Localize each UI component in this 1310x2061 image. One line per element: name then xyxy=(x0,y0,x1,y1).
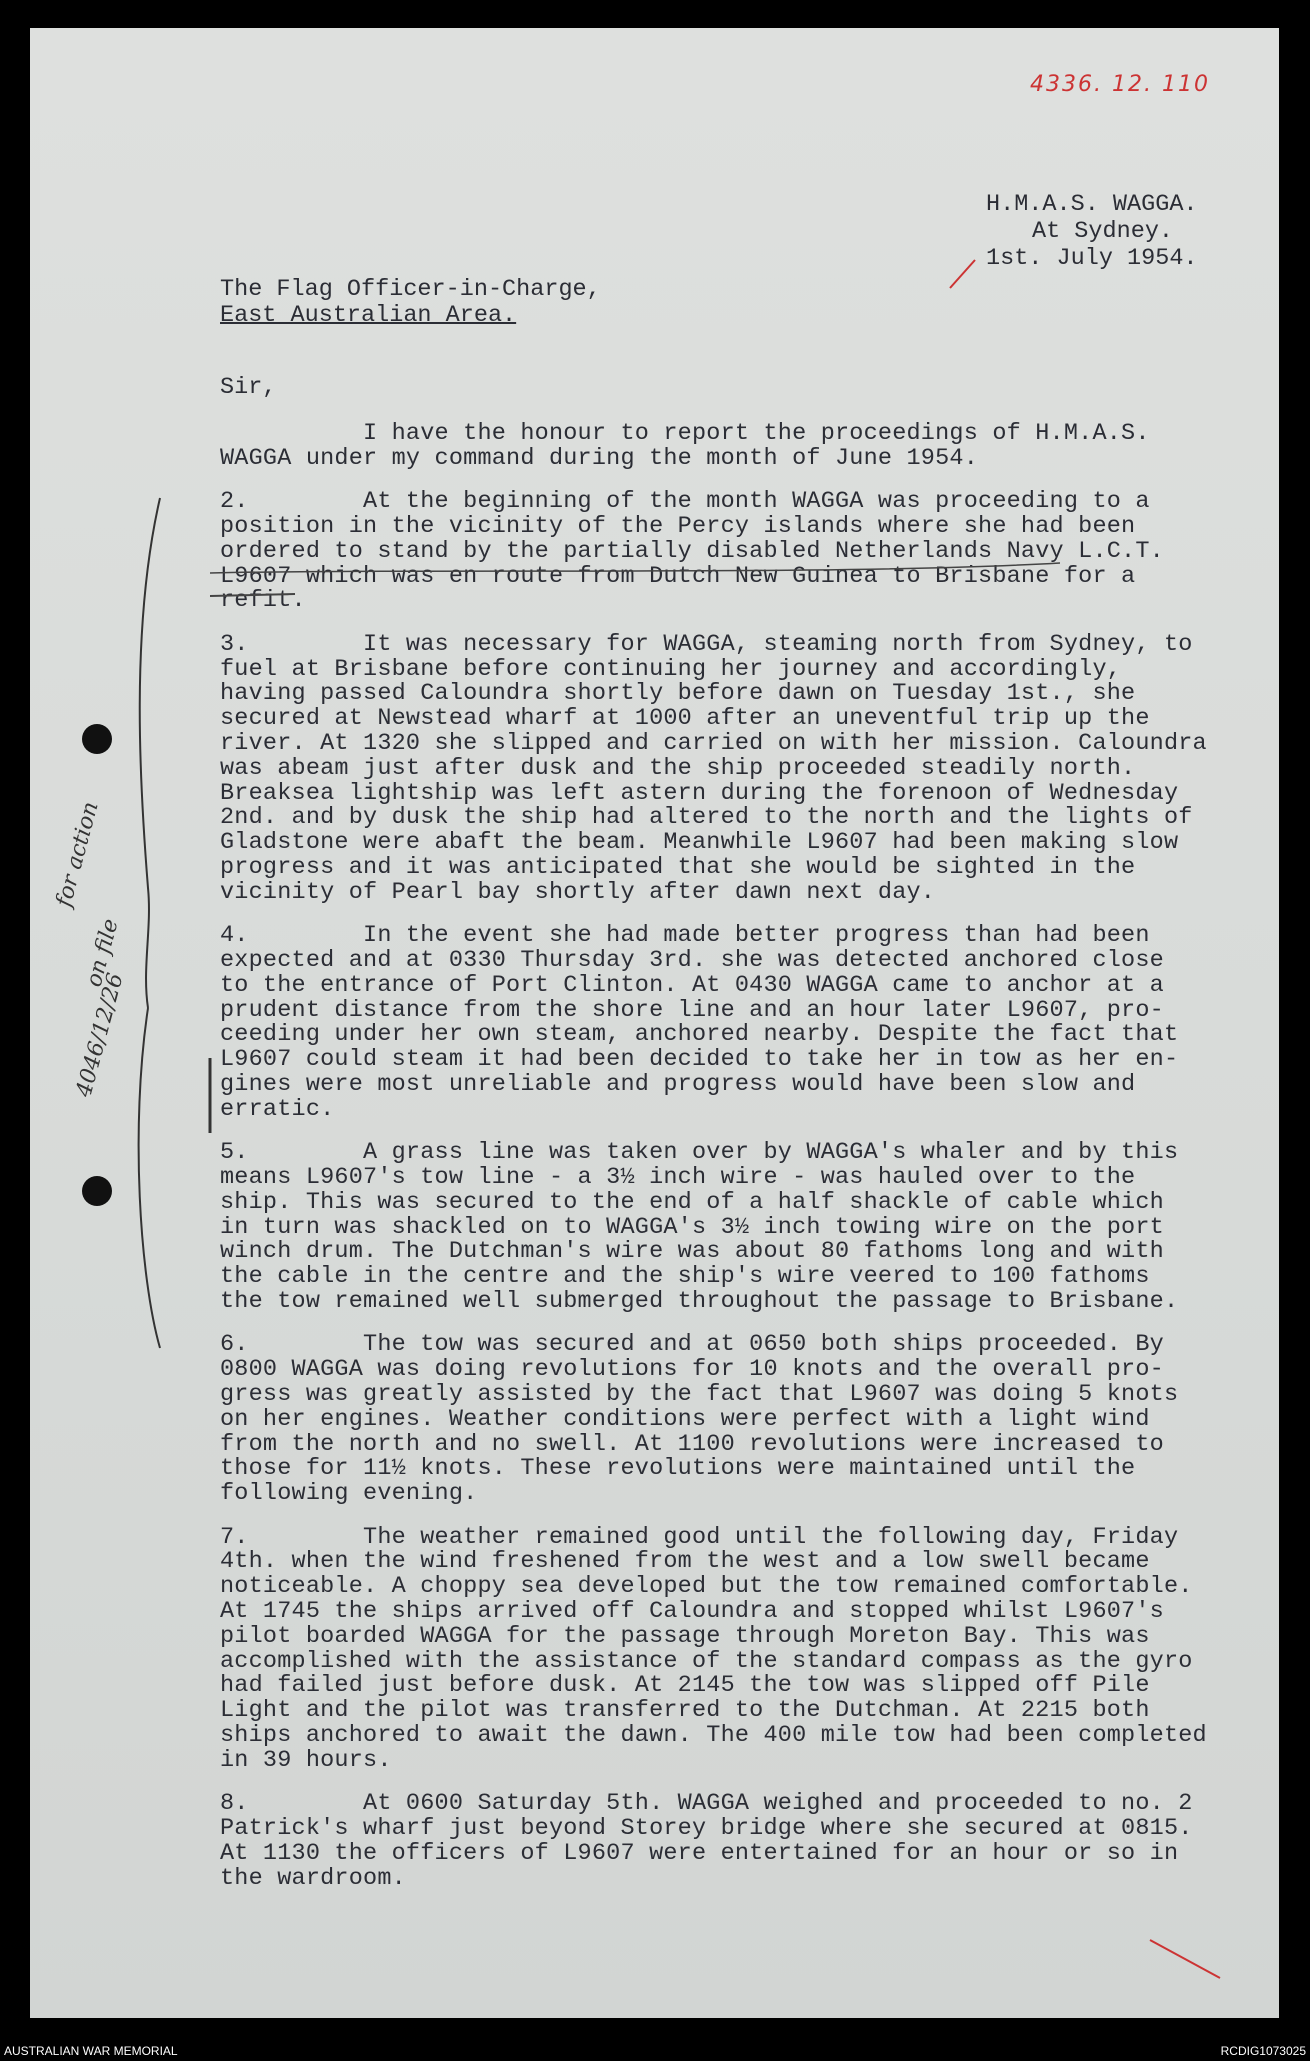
body-line: winch drum. The Dutchman's wire was about 80 fathoms long and with xyxy=(220,1238,1164,1266)
addressee-line-2: East Australian Area. xyxy=(220,302,517,329)
reference-number: 4336. 12. 110 xyxy=(1030,72,1210,97)
body-line: 5. A grass line was taken over by WAGGA's whaler and by this xyxy=(220,1139,1179,1167)
body-line: position in the vicinity of the Percy islands where she had been xyxy=(220,513,1136,540)
body-line: ships anchored to await the dawn. The 400 mile tow had been completed xyxy=(220,1722,1207,1749)
ship-name: H.M.A.S. WAGGA. xyxy=(986,191,1198,218)
body-line: Gladstone were abaft the beam. Meanwhile L9607 had been making slow xyxy=(220,829,1179,857)
body-line: the tow remained well submerged throughout the passage to Brisbane. xyxy=(220,1288,1179,1315)
body-line: Patrick's wharf just beyond Storey bridge where she secured at 0815. xyxy=(220,1815,1193,1842)
addressee-line-1: The Flag Officer-in-Charge, xyxy=(220,276,601,303)
body-line: gress was greatly assisted by the fact that L9607 was doing 5 knots xyxy=(220,1381,1179,1408)
body-line: was abeam just after dusk and the ship proceeded steadily north. xyxy=(220,754,1136,782)
body-line: river. At 1320 she slipped and carried on with her mission. Caloundra xyxy=(220,730,1207,757)
body-line: to the entrance of Port Clinton. At 0430 WAGGA came to anchor at a xyxy=(220,971,1164,999)
body-line: 2nd. and by dusk the ship had altered to the north and the lights of xyxy=(220,804,1193,832)
body-line: 0800 WAGGA was doing revolutions for 10 knots and the overall pro- xyxy=(220,1356,1164,1384)
body-line: At 1130 the officers of L9607 were entertained for an hour or so in xyxy=(220,1839,1179,1867)
body-line: 8. At 0600 Saturday 5th. WAGGA weighed and proceeded to no. 2 xyxy=(220,1790,1193,1818)
body-line: 7. The weather remained good until the following day, Friday xyxy=(220,1523,1179,1551)
svg-text:for action: for action xyxy=(51,799,104,910)
body-line: ship. This was secured to the end of a half shackle of cable which xyxy=(220,1188,1164,1216)
body-line: in 39 hours. xyxy=(220,1746,392,1774)
body-line: noticeable. A choppy sea developed but the tow remained comfortable. xyxy=(220,1573,1193,1601)
body-line: 4th. when the wind freshened from the west and a low swell became xyxy=(220,1548,1150,1576)
body-line: in turn was shackled on to WAGGA's 3½ inch towing wire on the port xyxy=(220,1213,1164,1241)
body-line: on her engines. Weather conditions were perfect with a light wind xyxy=(220,1405,1150,1433)
footer-left: AUSTRALIAN WAR MEMORIAL xyxy=(4,2044,178,2058)
body-line: pilot boarded WAGGA for the passage through Moreton Bay. This was xyxy=(220,1622,1150,1650)
footer-right: RCDIG1073025 xyxy=(1220,2044,1306,2058)
body-line: fuel at Brisbane before continuing her journey and accordingly, xyxy=(220,655,1122,683)
body-line: expected and at 0330 Thursday 3rd. she was detected anchored close xyxy=(220,947,1164,974)
body-line: following evening. xyxy=(220,1480,478,1508)
body-line: secured at Newstead wharf at 1000 after an uneventful trip up the xyxy=(220,705,1150,733)
body-line: prudent distance from the shore line and an hour later L9607, pro- xyxy=(220,996,1164,1024)
body-line: 4. In the event she had made better progress than had been xyxy=(220,922,1150,950)
body-line: the cable in the centre and the ship's wire veered to 100 fathoms xyxy=(220,1263,1150,1291)
body-line: refit. xyxy=(220,587,306,615)
body-line: WAGGA under my command during the month of June 1954. xyxy=(220,444,979,472)
body-line: 2. At the beginning of the month WAGGA was proceeding to a xyxy=(220,488,1150,516)
document-page xyxy=(30,28,1279,2018)
body-line: At 1745 the ships arrived off Caloundra and stopped whilst L9607's xyxy=(220,1598,1164,1625)
body-line: accomplished with the assistance of the standard compass as the gyro xyxy=(220,1647,1193,1675)
body-line: erratic. xyxy=(220,1095,335,1123)
body-line: means L9607's tow line - a 3½ inch wire - was hauled over to the xyxy=(220,1164,1136,1191)
location: At Sydney. xyxy=(1032,218,1174,245)
body-line: 6. The tow was secured and at 0650 both ships proceeded. By xyxy=(220,1331,1164,1359)
svg-text:4046/12/26: 4046/12/26 xyxy=(71,970,129,1100)
body-line: had failed just before dusk. At 2145 the tow was slipped off Pile xyxy=(220,1672,1150,1700)
body-line: the wardroom. xyxy=(220,1864,406,1892)
body-line: Breaksea lightship was left astern during the forenoon of Wednesday xyxy=(220,779,1179,807)
body-line: progress and it was anticipated that she would be sighted in the xyxy=(220,854,1136,881)
body-line: I have the honour to report the proceedings of H.M.A.S. xyxy=(220,420,1150,447)
letter-date: 1st. July 1954. xyxy=(986,245,1198,272)
handwritten-annotations xyxy=(30,28,1279,2018)
svg-text:on file: on file xyxy=(81,916,124,990)
salutation: Sir, xyxy=(220,374,277,401)
body-line: from the north and no swell. At 1100 revolutions were increased to xyxy=(220,1430,1164,1458)
body-line: L9607 could steam it had been decided to take her in tow as her en- xyxy=(220,1046,1179,1074)
body-line: vicinity of Pearl bay shortly after dawn next day. xyxy=(220,878,936,906)
body-line: L9607 which was en route from Dutch New Guinea to Brisbane for a xyxy=(220,562,1136,590)
body-line: 3. It was necessary for WAGGA, steaming north from Sydney, to xyxy=(220,630,1193,658)
body-line: ordered to stand by the partially disabled Netherlands Navy L.C.T. xyxy=(220,537,1164,565)
body-line: Light and the pilot was transferred to the Dutchman. At 2215 both xyxy=(220,1697,1150,1725)
body-line: having passed Caloundra shortly before dawn on Tuesday 1st., she xyxy=(220,680,1136,708)
body-line: gines were most unreliable and progress would have been slow and xyxy=(220,1071,1136,1098)
body-line: those for 11½ knots. These revolutions were maintained until the xyxy=(220,1455,1136,1483)
body-line: ceeding under her own steam, anchored nearby. Despite the fact that xyxy=(220,1021,1179,1049)
